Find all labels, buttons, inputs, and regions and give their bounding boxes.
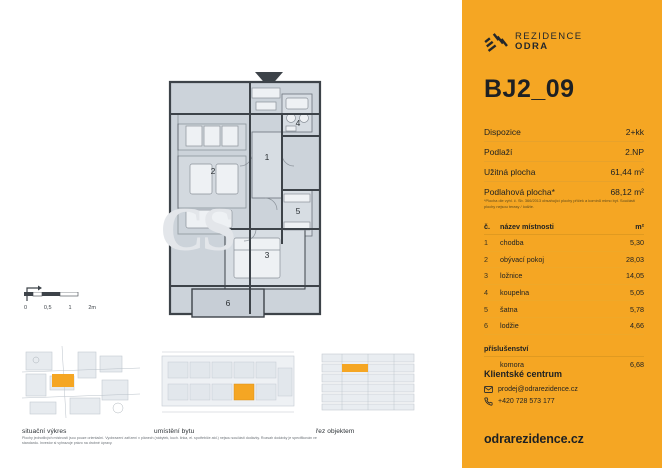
client-phone: +420 728 573 177: [498, 398, 555, 405]
client-email-row[interactable]: [484, 386, 644, 393]
website-url[interactable]: odrarezidence.cz: [484, 432, 584, 446]
spec-label: Užitná plocha: [484, 166, 536, 177]
scale-tick-2: 1: [68, 305, 72, 311]
room-name: chodba: [500, 238, 524, 248]
plan-room-number-2: 2: [210, 166, 216, 176]
rooms-header-num: č.: [484, 222, 490, 231]
spec-value: 61,44 m²: [610, 166, 644, 177]
rooms-table-header: [484, 222, 644, 235]
spec-row: [484, 142, 644, 162]
room-name: obývací pokoj: [500, 254, 544, 264]
scale-tick-0: 0: [24, 305, 28, 311]
spec-row: [484, 122, 644, 142]
thumbnail-caption: umístění bytu: [154, 428, 195, 435]
accessory-name: komora: [500, 359, 524, 369]
accessories-title: příslušenství: [484, 344, 644, 357]
spec-value: 68,12 m²: [610, 186, 644, 197]
rooms-header-name: název místnosti: [500, 222, 554, 231]
table-row: [484, 235, 644, 252]
situation-drawing: [22, 346, 140, 418]
client-center: [484, 369, 644, 410]
spec-table: [484, 122, 644, 201]
room-name: lodžie: [500, 321, 519, 331]
spec-row: [484, 162, 644, 182]
plan-room-number-3: 3: [264, 250, 270, 260]
plan-room-number-1: 1: [264, 152, 270, 162]
room-area: 14,05: [626, 271, 644, 281]
room-num: 1: [484, 238, 488, 248]
logo-line-2: ODRA: [515, 41, 549, 52]
logo-line-1: REZIDENCE: [515, 31, 583, 43]
area-footnote: *Plocha dle vyhl. č. Sb. 366/2013 obsahující plochy příček a komínů mimo byt. Součástí plochy nejsou terasy / lodžie.: [484, 198, 636, 209]
highlighted-floor: [342, 364, 368, 372]
thumbnail-situation[interactable]: [22, 346, 140, 435]
disclaimer-text: Plochy jednotlivých místností jsou pouze orientační. Vyobrazení zařízení v plánech (nábytek, kuch. linka, el. spotřebiče atd.) nejsou součástí dodávky. Rozsah dodávky je specifikován ve standardu. Investor si vyhrazuje právo na drobné úpravy.: [22, 436, 317, 446]
client-email: prodej@odrarezidence.cz: [498, 386, 578, 393]
brand-logo[interactable]: [484, 30, 583, 54]
section-drawing: [316, 346, 420, 418]
spec-value: 2.NP: [625, 146, 644, 157]
phone-icon: [484, 397, 493, 406]
table-row: [484, 252, 644, 269]
spec-value: 2+kk: [625, 126, 644, 137]
room-area: 5,05: [630, 288, 644, 298]
thumbnail-location[interactable]: [154, 346, 302, 435]
table-row: [484, 301, 644, 318]
room-name: ložnice: [500, 271, 523, 281]
scale-tick-1: 0,5: [43, 305, 52, 311]
plan-room-number-6: 6: [225, 298, 231, 308]
scale-tick-3: 2m: [88, 305, 96, 311]
room-num: 4: [484, 288, 488, 298]
envelope-icon: [484, 386, 493, 393]
rooms-header-area: m²: [635, 222, 644, 231]
plan-room-number-4: 4: [295, 118, 301, 128]
rooms-table: [484, 222, 644, 372]
room-area: 5,30: [630, 238, 644, 248]
watermark: CS: [160, 196, 234, 264]
room-area: 5,78: [630, 304, 644, 314]
client-phone-row[interactable]: [484, 397, 644, 406]
spec-label: Dispozice: [484, 126, 521, 137]
spec-label: Podlahová plocha*: [484, 186, 555, 197]
thumbnail-caption: situační výkres: [22, 428, 67, 435]
thumbnail-caption: řez objektem: [316, 428, 355, 435]
plan-room-number-5: 5: [295, 206, 301, 216]
room-name: koupelna: [500, 288, 530, 298]
room-area: 28,03: [626, 254, 644, 264]
scale-bar: [24, 286, 96, 311]
thumbnail-section[interactable]: [316, 346, 420, 435]
room-num: 6: [484, 321, 488, 331]
room-num: 5: [484, 304, 488, 314]
table-row: [484, 268, 644, 285]
table-row: [484, 285, 644, 302]
rezidence-odra-logo-icon: [484, 30, 508, 54]
highlighted-unit: [234, 384, 254, 400]
room-area: 4,66: [630, 321, 644, 331]
right-panel: [462, 0, 662, 468]
thumbnails: [22, 346, 442, 435]
location-drawing: [154, 346, 302, 418]
room-num: 2: [484, 254, 488, 264]
room-name: šatna: [500, 304, 518, 314]
client-center-title: Klientské centrum: [484, 369, 563, 379]
accessory-num: [484, 360, 500, 369]
room-num: 3: [484, 271, 488, 281]
table-row: [484, 318, 644, 335]
accessory-area: 6,68: [630, 359, 644, 369]
unit-code: BJ2_09: [484, 75, 575, 103]
spec-label: Podlaží: [484, 146, 513, 157]
